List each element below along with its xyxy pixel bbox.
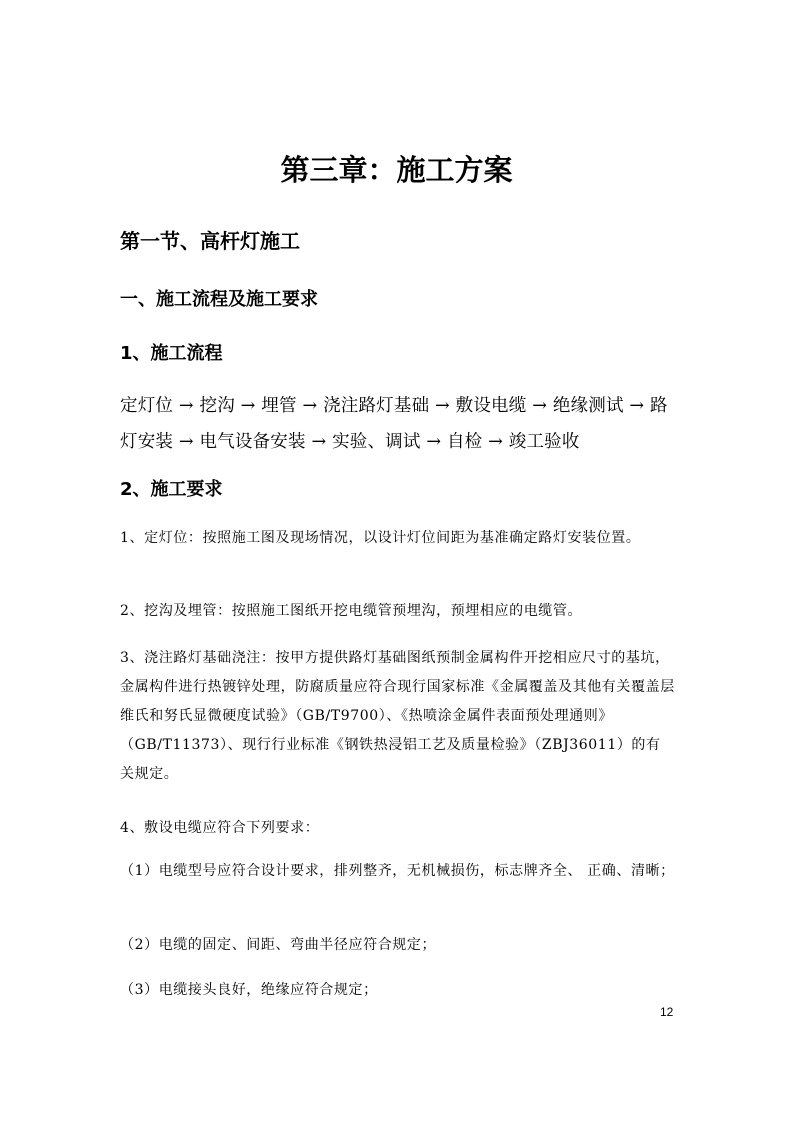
paragraph-7: （3）电缆接头良好，绝缘应符合规定； [120,982,378,998]
subsection-title: 一、施工流程及施工要求 [120,289,318,310]
heading-process: 1、施工流程 [120,343,223,364]
chapter-title: 第三章：施工方案 [280,153,513,187]
paragraph-6: （2）电缆的固定、间距、弯曲半径应符合规定； [120,937,437,953]
paragraph-3: 3、浇注路灯基础浇注：按甲方提供路灯基础图纸预制金属构件开挖相应尺寸的基坑，金属构件进行热镀锌处理，防腐质量应符合现行国家标准《金属覆盖及其他有关覆盖层维氏和努氏显微硬度试验》（GB/T9700）、《热喷涂金属件表面预处理通则》（GB/T11373）、现行行业标准《钢铁热浸铝工艺及质量检验》（ZBJ36011）的有关规定。 [120,650,675,782]
paragraph-5: （1）电缆型号应符合设计要求，排列整齐，无机械损伤，标志牌齐全、 正确、清晰； [120,863,675,879]
paragraph-2: 2、挖沟及埋管：按照施工图纸开挖电缆管预埋沟，预埋相应的电缆管。 [120,603,583,619]
process-flow: 定灯位 → 挖沟 → 埋管 → 浇注路灯基础 → 敷设电缆 → 绝缘测试 → 路灯安装 → 电气设备安装 → 实验、调试 → 自检 → 竣工验收 [120,396,668,452]
section-title: 第一节、高杆灯施工 [120,229,300,253]
paragraph-1: 1、定灯位：按照施工图及现场情况，以设计灯位间距为基准确定路灯安装位置。 [120,530,641,546]
page-number: 12 [660,1005,674,1019]
paragraph-4: 4、敷设电缆应符合下列要求： [120,820,320,836]
heading-requirements: 2、施工要求 [120,479,223,500]
